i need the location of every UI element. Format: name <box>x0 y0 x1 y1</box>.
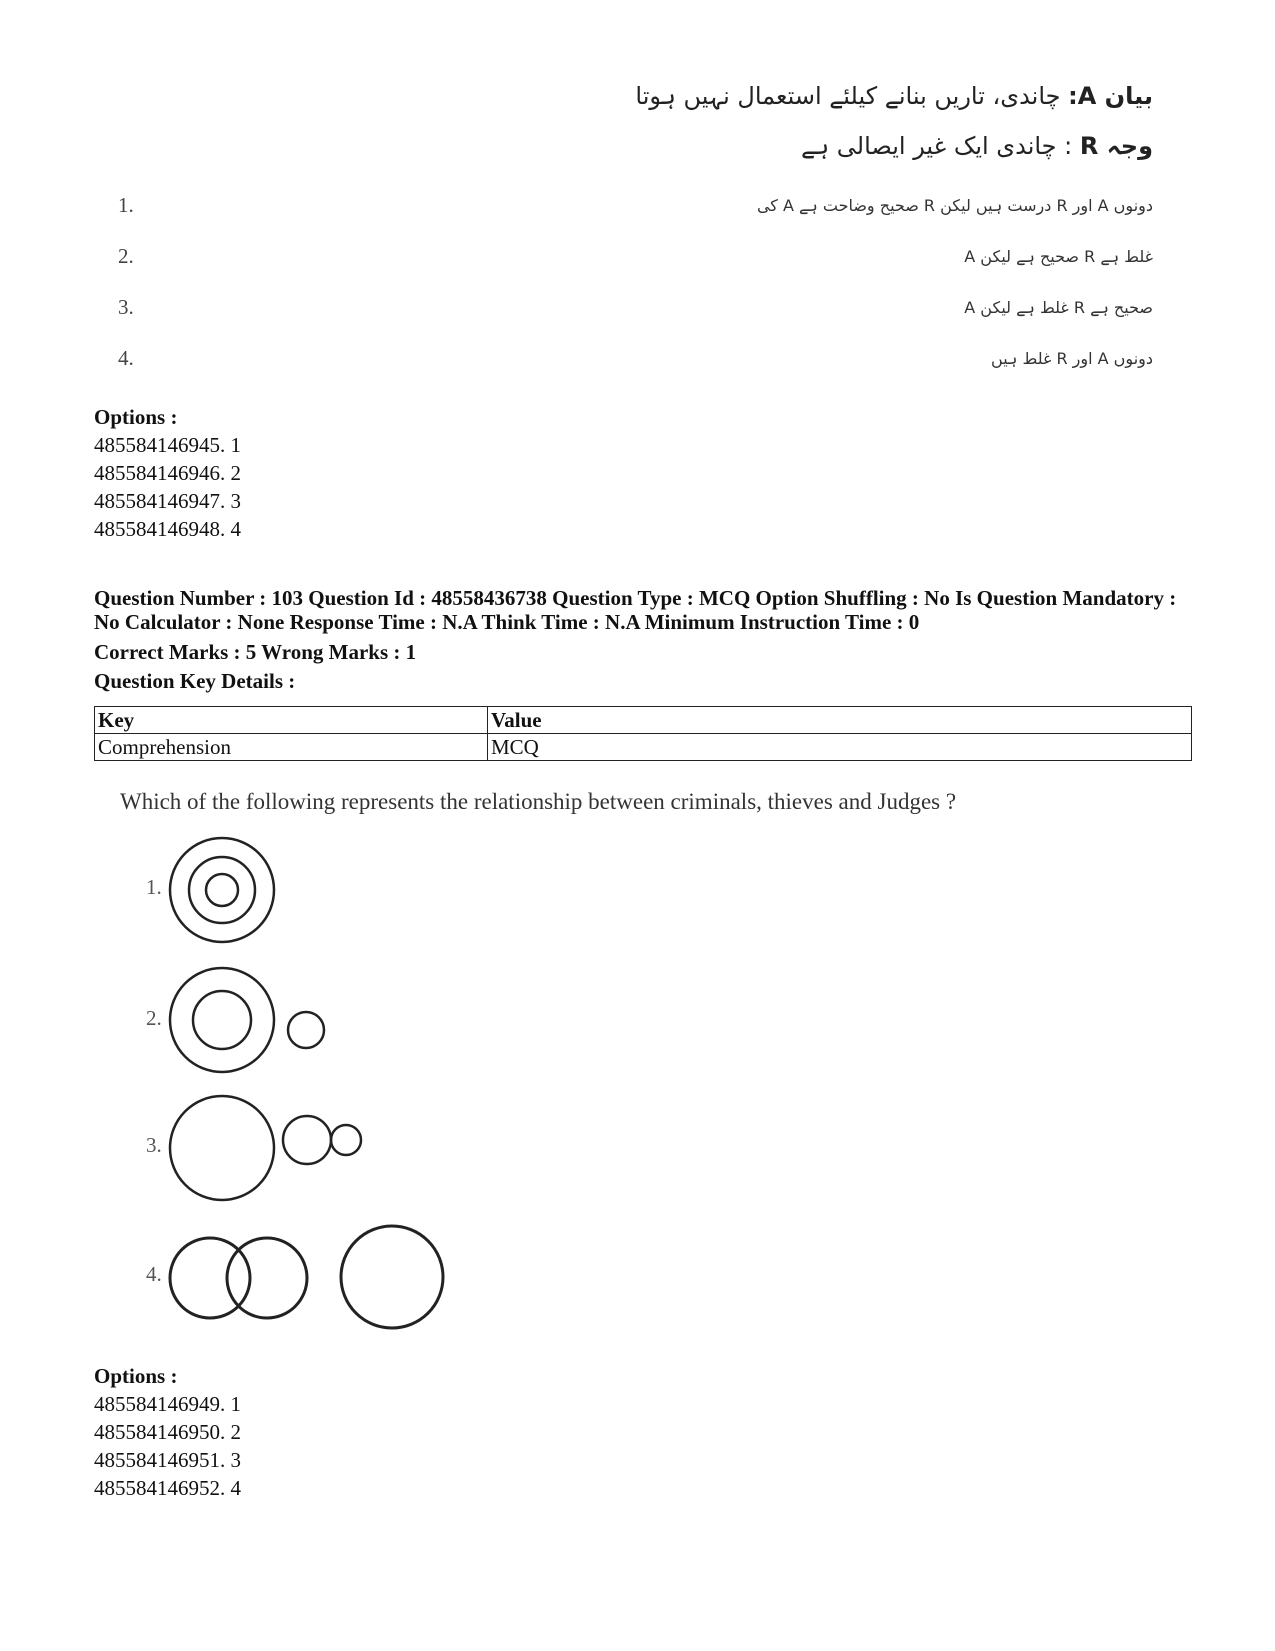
choice-text-2: A صحیح ہے لیکن R غلط ہے <box>964 247 1153 266</box>
diagram-label-1: 1. <box>146 875 162 899</box>
value-column-header: Value <box>488 707 1192 734</box>
choice-number-1: 1. <box>118 193 134 217</box>
diagram-1-inner-circle <box>206 874 238 906</box>
option-id-q102-2: 485584146946. 2 <box>94 461 241 485</box>
diagram-2-inner-circle <box>193 991 251 1049</box>
option-id-q103-2: 485584146950. 2 <box>94 1420 241 1444</box>
option-id-q102-1: 485584146945. 1 <box>94 433 241 457</box>
question-text: Which of the following represents the relationship between criminals, thieves and Judges ? <box>120 789 957 814</box>
diagram-4-overlap-plus-separate <box>160 1218 460 1338</box>
diagram-label-2: 2. <box>146 1006 162 1030</box>
choice-number-2: 2. <box>118 244 134 268</box>
key-table-header-row <box>95 707 1192 734</box>
key-cell: Comprehension <box>95 734 488 761</box>
question-meta: Question Number : 103 Question Id : 48558436738 Question Type : MCQ Option Shuffling : No Is Question Mandatory : No Calculator : None Response Time : N.A Think Time : N.A Minimum Instruction Time : 0 <box>94 586 1177 634</box>
diagram-2-nested-plus-separate <box>160 960 340 1080</box>
diagram-3-disjoint <box>160 1088 370 1208</box>
key-column-header: Key <box>95 707 488 734</box>
statement-a-label: بیان A: <box>1068 82 1153 110</box>
diagram-1-concentric <box>160 830 280 950</box>
statement-a-text: چاندی، تاریں بنانے کیلئے استعمال نہیں ہوتا <box>635 82 1069 110</box>
options-heading-q102: Options : <box>94 405 178 429</box>
table-row <box>95 734 1192 761</box>
option-id-q103-1: 485584146949. 1 <box>94 1392 241 1416</box>
key-details-table <box>94 706 1192 761</box>
marks-line: Correct Marks : 5 Wrong Marks : 1 <box>94 640 417 664</box>
choice-number-3: 3. <box>118 295 134 319</box>
value-cell: MCQ <box>488 734 1192 761</box>
option-id-q103-3: 485584146951. 3 <box>94 1448 241 1472</box>
reason-r <box>801 130 1153 162</box>
choice-text-1: دونوں A اور R درست ہیں لیکن R صحیح وضاحت ہے A کی <box>756 196 1153 215</box>
diagram-1-middle-circle <box>189 857 255 923</box>
diagram-label-3: 3. <box>146 1133 162 1157</box>
choice-text-4: دونوں A اور R غلط ہیں <box>991 349 1153 368</box>
diagram-1-outer-circle <box>170 838 274 942</box>
diagram-4-right-circle <box>227 1238 307 1318</box>
option-id-q102-4: 485584146948. 4 <box>94 517 241 541</box>
diagram-3-small-circle <box>331 1125 361 1155</box>
diagram-3-large-circle <box>170 1096 274 1200</box>
reason-r-text: : چاندی ایک غیر ایصالی ہے <box>801 132 1080 160</box>
diagram-2-outer-circle <box>170 968 274 1072</box>
reason-r-label: وجہ R <box>1079 132 1153 160</box>
options-heading-q103: Options : <box>94 1364 178 1388</box>
option-id-q102-3: 485584146947. 3 <box>94 489 241 513</box>
option-id-q103-4: 485584146952. 4 <box>94 1476 241 1500</box>
choice-text-3: A غلط ہے لیکن R صحیح ہے <box>964 298 1153 317</box>
statement-a <box>635 80 1153 112</box>
diagram-3-medium-circle <box>283 1116 331 1164</box>
key-details-heading: Question Key Details : <box>94 669 296 693</box>
diagram-label-4: 4. <box>146 1262 162 1286</box>
diagram-2-separate-circle <box>288 1012 324 1048</box>
choice-number-4: 4. <box>118 346 134 370</box>
diagram-4-separate-circle <box>341 1226 443 1328</box>
